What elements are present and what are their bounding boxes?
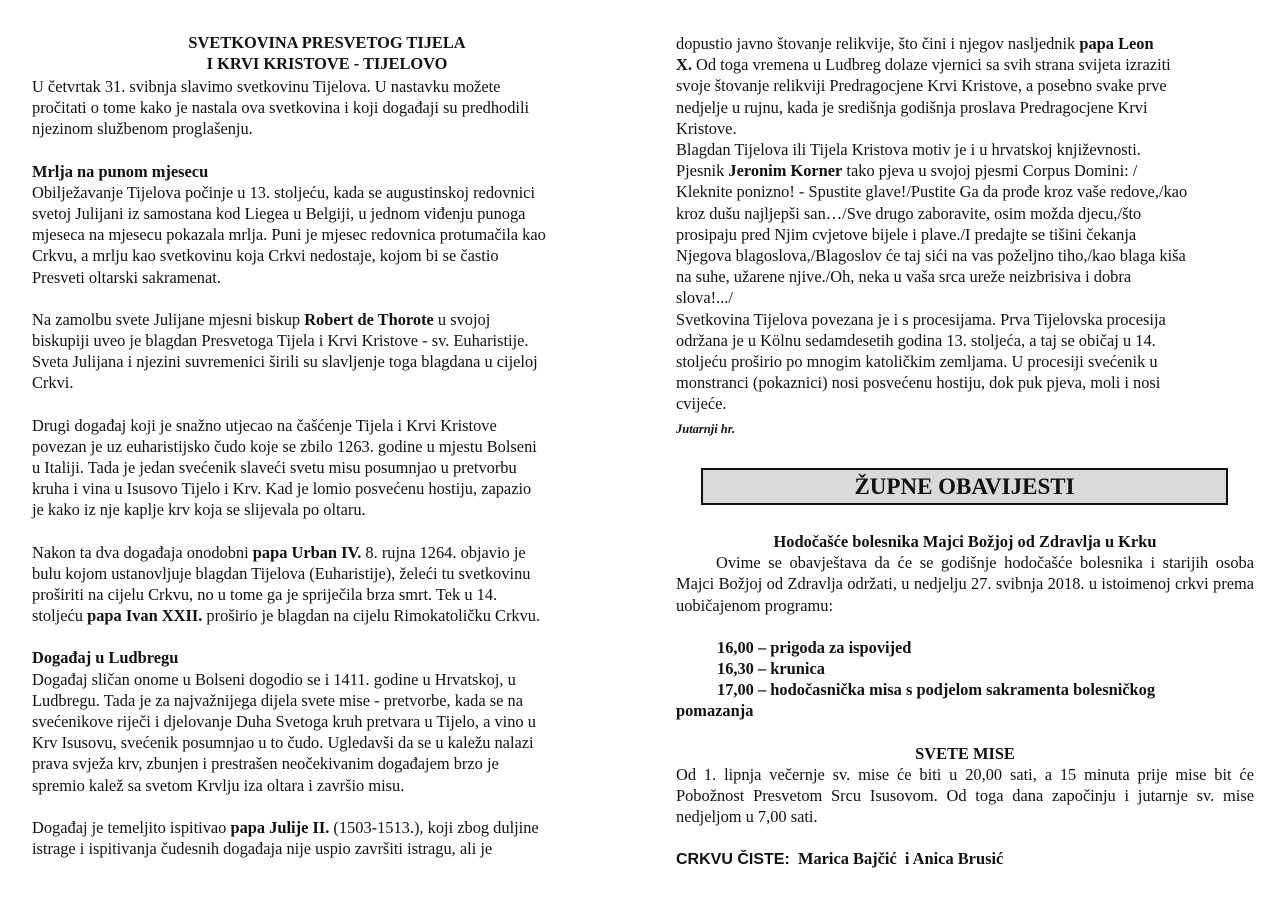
text-line: na suhe, užarene njive./Oh, neka u vaša srca ureže neizbrisiva i dobra — [676, 267, 1132, 287]
name-papa-ivan: papa Ivan XXII. — [87, 606, 203, 626]
text-span: u svojoj — [433, 309, 491, 329]
pilgrimage-heading: Hodočašće bolesnika Majci Božjoj od Zdravlja u Krku — [773, 532, 1157, 551]
schedule-item: 17,00 – hodočasnička misa s podjelom sakramenta bolesničkog — [717, 680, 1156, 700]
section-mrlja-paragraph — [32, 182, 622, 288]
name-papa-julije: papa Julije II. — [230, 817, 330, 837]
text-line: Kristove. — [676, 118, 737, 138]
text-span: 8. rujna 1264. objavio je — [361, 542, 526, 562]
text-line: kruha i vina u Isusovo Tijelo i Krv. Kad je lomio posvećenu hostiju, zapazio — [32, 479, 532, 499]
korner-paragraph — [676, 139, 1254, 309]
text-span: dopustio javno štovanje relikvije, što čini i njegov nasljednik — [676, 34, 1080, 53]
text-line: svećenikove riječi i djelovanje Duha Svetoga kruh pretvara u Tijelo, a vino u — [32, 712, 536, 732]
text-line: U četvrtak 31. svibnja slavimo svetkovinu Tijelova. U nastavku možete — [32, 77, 501, 96]
text-span: Na zamolbu svete Julijane mjesni biskup — [32, 309, 305, 329]
text-line: proširiti na cijelu Crkvu, no u tome ga je spriječila brza smrt. Tek u 14. — [32, 585, 498, 605]
text-line: Svetkovina Tijelova povezana je i s procesijama. Prva Tijelovska procesija — [676, 309, 1166, 329]
text-line — [676, 160, 1254, 181]
text-line: Drugi događaj koji je snažno utjecao na čašćenje Tijela i Krvi Kristove — [32, 415, 497, 435]
name-papa-urban: papa Urban IV. — [252, 542, 362, 562]
text-line: cvijeće. — [676, 394, 727, 414]
section-ludbreg-paragraph — [32, 669, 622, 796]
text-span: Od toga vremena u Ludbreg dolaze vjernici sa svih strana svijeta izraziti — [691, 55, 1171, 75]
text-span: Pjesnik — [676, 161, 729, 181]
text-line: mjeseca na mjesecu pokazala mrlja. Puni je mjesec redovnica protumačila kao — [32, 225, 546, 245]
article-title-line-1: SVETKOVINA PRESVETOG TIJELA — [188, 33, 466, 52]
cleaning-names: Marica Bajčić i Anica Brusić — [797, 849, 1004, 869]
article-title-line-2: I KRVI KRISTOVE - TIJELOVO — [206, 53, 448, 73]
text-line — [32, 817, 622, 838]
parish-notices-banner — [701, 468, 1228, 505]
section-heading-ludbreg: Događaj u Ludbregu — [32, 648, 179, 668]
church-cleaning — [676, 848, 1254, 870]
text-line: stoljeću proširio po mnogim katoličkim zemljama. U procesiji svećenik u — [676, 352, 1158, 372]
text-line: Krv Isusovu, svećenik posumnjao u to čudo. Ugledavši da se u kaležu nalazi — [32, 733, 534, 753]
name-papa-leon: papa Leon — [1079, 34, 1154, 53]
intro-paragraph — [32, 76, 622, 140]
left-column — [32, 33, 622, 859]
section-heading-mrlja: Mrlja na punom mjesecu — [32, 161, 209, 181]
masses-heading: SVETE MISE — [915, 743, 1015, 763]
text-line: nedjelje u rujnu, kada je središnja godišnja proslava Predragocjene Krvi — [676, 97, 1148, 117]
schedule-item-continuation: pomazanja — [676, 701, 754, 721]
name-robert-de-thorote: Robert de Thorote — [304, 309, 434, 329]
text-line: Crkvi. — [32, 373, 74, 393]
text-line: spremio kalež sa svetom Krvlju iza oltara i završio misu. — [32, 775, 405, 795]
article-source: Jutarnji hr. — [676, 421, 736, 436]
text-span: (1503-1513.), koji zbog duljine — [329, 817, 539, 837]
text-span: proširio je blagdan na cijelu Rimokatoličku Crkvu. — [202, 606, 541, 626]
text-line: prava svježa krv, zbunjen i prestrašen neočekivanim događajem brzo je — [32, 754, 499, 774]
text-line: svoje štovanje relikviji Predragocjene Krvi Kristove, a posebno svake prve — [676, 76, 1167, 96]
text-line: biskupiji uveo je blagdan Presvetoga Tijela i Krvi Kristove - sv. Euharistije. — [32, 331, 529, 351]
text-line: Blagdan Tijelova ili Tijela Kristova motiv je i u hrvatskoj književnosti. — [676, 140, 1141, 160]
text-line: njezinom službenom proglašenju. — [32, 119, 253, 139]
parish-notices — [676, 531, 1254, 871]
name-jeronim-korner: Jeronim Korner — [728, 161, 843, 181]
text-line: kroz dušu najljepši san…/Sve drugo zaboravite, osim možda djecu,/što — [676, 203, 1142, 223]
pilgrimage-schedule — [676, 637, 1254, 722]
text-span: Nakon ta dva događaja onodobni — [32, 542, 253, 562]
text-line — [676, 33, 1254, 54]
parish-notices-title: ŽUPNE OBAVIJESTI — [854, 474, 1075, 499]
text-line: prosipaju pred Njim cvjetove bijele i plave./I predajte se tišini čekanja — [676, 224, 1137, 244]
text-line — [32, 542, 622, 563]
name-papa-leon-numeral: X. — [676, 55, 692, 75]
pilgrimage-text: Ovime se obavještava da će se godišnje hodočašće bolesnika i starijih osoba Majci Božjoj od Zdravlja održati, u nedjelju 27. svibnja 2018. u istoimenoj crkvi prema uobičajenom programu: — [676, 553, 1254, 615]
text-line — [676, 54, 1254, 75]
text-span: stoljeću — [32, 606, 88, 626]
bolsena-paragraph — [32, 415, 622, 521]
schedule-item: 16,00 – prigoda za ispovijed — [717, 637, 912, 657]
text-line: Njegova blagoslova,/Blagoslov će taj sići na vas poželjno tiho,/kao blaga kiša — [676, 246, 1186, 266]
text-line: Kleknite ponizno! - Spustite glave!/Pustite Ga da prođe kroz vaše redove,/kao — [676, 182, 1188, 202]
text-line: istrage i ispitivanja čudesnih događaja nije uspio završiti istragu, ali je — [32, 839, 493, 859]
text-line: Događaj sličan onome u Bolseni dogodio se i 1411. godine u Hrvatskoj, u — [32, 669, 516, 689]
text-line: slova!.../ — [676, 288, 733, 308]
text-line: pročitati o tome kako je nastala ova svetkovina i koji događaji su predhodili — [32, 98, 530, 118]
text-line: održana je u Kölnu sedamdesetih godina 13. stoljeća, a taj se običaj u 14. — [676, 330, 1156, 350]
text-line: bulu kojom ustanovljuje blagdan Tijelova (Euharistije), želeći tu svetkovinu — [32, 563, 531, 583]
text-line — [32, 309, 622, 330]
procession-paragraph — [676, 309, 1254, 415]
text-line: Obilježavanje Tijelova počinje u 13. stoljeću, kada se augustinskoj redovnici — [32, 182, 535, 202]
schedule-item: 16,30 – krunica — [717, 659, 825, 679]
leon-paragraph — [676, 33, 1254, 139]
text-span: Događaj je temeljito ispitivao — [32, 817, 231, 837]
cleaning-label: CRKVU ČISTE: — [676, 851, 790, 869]
urban-paragraph — [32, 542, 622, 627]
text-line: svetoj Julijani iz samostana kod Liegea u Belgiji, u jednom viđenju punoga — [32, 204, 526, 224]
julijana-paragraph — [32, 309, 622, 394]
text-line: Ludbregu. Tada je za najvažnijega dijela svete mise - pretvorbe, kada se na — [32, 690, 523, 710]
text-line: monstranci (pokaznici) nosi posvećenu hostiju, dok puk pjeva, moli i nosi — [676, 373, 1161, 393]
julije-paragraph — [32, 817, 622, 859]
text-line: je kako iz nje kaplje krv koja se slijevala po oltaru. — [32, 500, 366, 520]
text-line: povezan je uz euharistijsko čudo koje se zbilo 1263. godine u mjestu Bolseni — [32, 436, 537, 456]
right-column — [676, 33, 1254, 440]
text-line: u Italiji. Tada je jedan svećenik slaveći svetu misu posumnjao u pretvorbu — [32, 458, 517, 478]
masses-text: Od 1. lipnja večernje sv. mise će biti u 20,00 sati, a 15 minuta prije mise bit će Pobožnost Presvetom Srcu Isusovom. Od toga dana započinju i jutarnje sv. mise nedjeljom u 7,00 sati. — [676, 764, 1254, 827]
text-span: tako pjeva u svojoj pjesmi Corpus Domini: / — [842, 161, 1138, 181]
text-line: Sveta Julijana i njezini suvremenici širili su slavljenje toga blagdana u cijeloj — [32, 352, 538, 372]
text-line: Crkvu, a mrlju kao svetkovinu koja Crkvi nedostaje, kojom bi se častio — [32, 246, 499, 266]
text-line: Presveti oltarski sakramenat. — [32, 267, 221, 287]
text-line — [32, 605, 622, 626]
